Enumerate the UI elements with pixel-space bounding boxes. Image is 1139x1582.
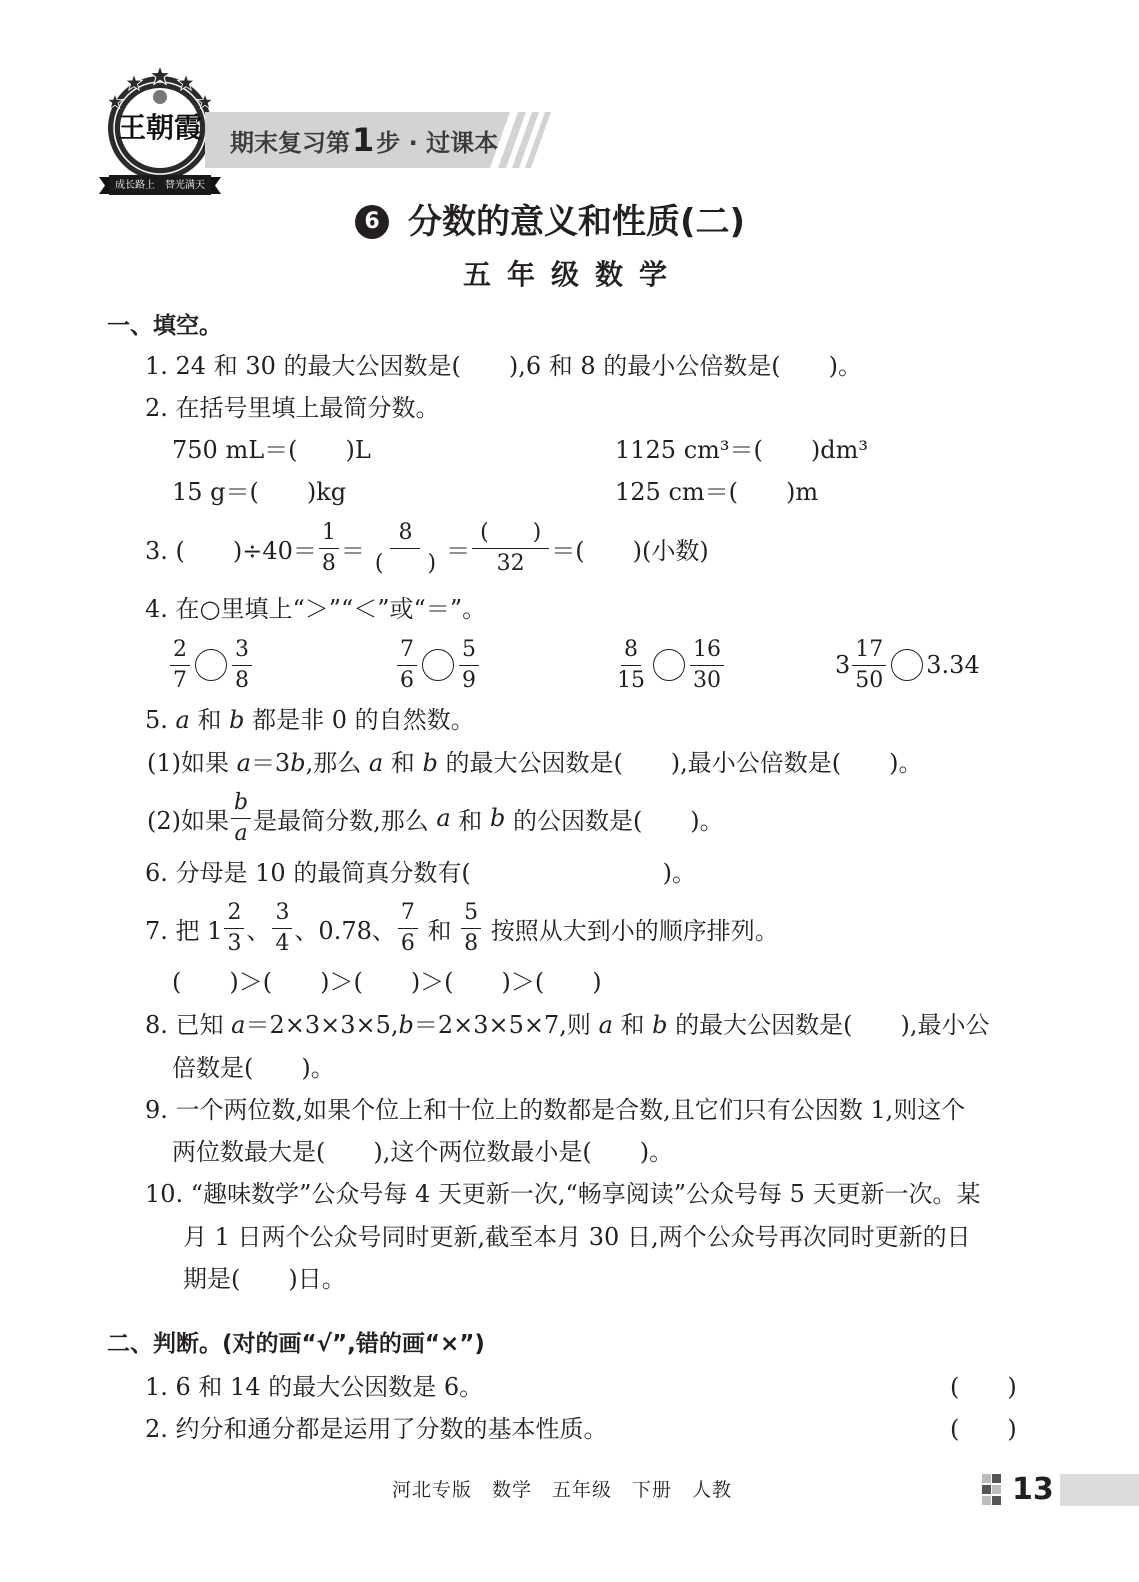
- banner-step-number: 1: [352, 121, 375, 159]
- unit-number-badge: 6: [355, 205, 389, 239]
- question-3: [145, 512, 709, 584]
- comparison-circle: [653, 649, 685, 681]
- question-10-line-2: 月 1 日两个公众号同时更新,截至本月 30 日,两个公众号再次同时更新的日: [183, 1223, 971, 1251]
- right-fraction: [690, 636, 724, 693]
- page-title: 分数的意义和性质(二): [408, 202, 746, 242]
- q3-prefix: 3. ( )÷40＝: [145, 536, 317, 565]
- mixed-number-whole: 3: [835, 651, 851, 679]
- question-4-stem: 4. 在○里填上“＞”“＜”或“＝”。: [145, 595, 487, 623]
- question-2-item-a: 750 mL＝( )L: [172, 436, 371, 464]
- banner-suffix: 步 · 过课本: [376, 129, 499, 157]
- denominator: 9: [462, 667, 476, 693]
- variable-a: a: [175, 706, 190, 734]
- variable-a: a: [368, 749, 384, 777]
- denominator: 7: [173, 667, 187, 693]
- q4-comparison-2: [395, 629, 481, 701]
- text-segment: 按照从大到小的顺序排列。: [483, 916, 779, 945]
- page-number: 13: [1012, 1472, 1054, 1507]
- left-fraction: [397, 636, 417, 693]
- question-7: [145, 892, 779, 964]
- logo-name: 王朝霞: [117, 111, 202, 144]
- variable-a: a: [436, 804, 451, 832]
- denominator: 4: [275, 930, 290, 956]
- question-8-line-1: [145, 1010, 990, 1040]
- numerator: 5: [461, 902, 481, 929]
- equals-sign: ＝: [446, 536, 471, 565]
- variable-b: b: [398, 1011, 414, 1039]
- q3-fraction-3: [472, 519, 549, 576]
- denominator: 6: [400, 930, 415, 956]
- question-2-item-c: 15 g＝( )kg: [172, 478, 347, 506]
- page-subtitle: 五年级数学: [463, 258, 684, 291]
- numerator: 7: [398, 902, 418, 929]
- q3-fraction-1: [319, 519, 339, 576]
- denominator: a: [234, 820, 248, 846]
- denominator: ( ): [374, 550, 437, 576]
- page-number-band: [1060, 1474, 1139, 1506]
- text-segment: 7. 把 1: [145, 916, 223, 945]
- left-fraction: [614, 636, 648, 693]
- text-segment: 和: [189, 706, 230, 734]
- question-1: 1. 24 和 30 的最大公因数是( ),6 和 8 的最小公倍数是( )。: [145, 352, 862, 380]
- numerator: ( ): [472, 522, 549, 549]
- q4-comparison-1: [168, 629, 254, 701]
- question-2-item-b: 1125 cm³＝( )dm³: [615, 436, 868, 464]
- judge-answer-box-2: ( ): [950, 1415, 1017, 1443]
- question-9-line-2: 两位数最大是( ),这个两位数最小是( )。: [172, 1138, 674, 1166]
- variable-b: b: [422, 749, 438, 777]
- text-segment: ,那么: [305, 749, 369, 777]
- q4-comparison-3: [612, 629, 726, 701]
- text-segment: 和: [612, 1011, 653, 1039]
- denominator: 8: [321, 550, 336, 576]
- right-decimal: 3.34: [926, 651, 980, 679]
- text-segment: 8. 已知: [145, 1011, 232, 1039]
- question-10-line-3: 期是( )日。: [183, 1265, 346, 1293]
- text-segment: 的最大公因数是( ),最小公倍数是( )。: [437, 749, 923, 777]
- question-5-part-2: [147, 782, 724, 854]
- numerator: b: [231, 792, 251, 819]
- text-segment: 和: [419, 916, 460, 945]
- numerator: 3: [232, 639, 252, 666]
- q3-fraction-2: [367, 519, 444, 576]
- text-segment: 和: [450, 806, 490, 835]
- numerator: 2: [170, 639, 190, 666]
- banner-label: [230, 121, 499, 159]
- denominator: 3: [227, 930, 242, 956]
- q7-fraction-4: [461, 899, 481, 956]
- judge-question-1: 1. 6 和 14 的最大公因数是 6。: [145, 1373, 484, 1401]
- page-number-decoration: [982, 1474, 1002, 1506]
- q7-fraction-2: [272, 899, 292, 956]
- question-2-stem: 2. 在括号里填上最简分数。: [145, 394, 440, 422]
- banner-prefix: 期末复习第: [230, 129, 350, 157]
- question-5-stem: [145, 705, 475, 735]
- question-7-answer-row: ( )＞( )＞( )＞( )＞( ): [172, 968, 602, 996]
- numerator: 7: [397, 639, 417, 666]
- text-segment: 、: [246, 916, 271, 945]
- denominator: 15: [617, 667, 645, 693]
- denominator: 32: [496, 550, 525, 576]
- question-10-line-1: 10. “趣味数学”公众号每 4 天更新一次,“畅享阅读”公众号每 5 天更新一次。某: [145, 1180, 981, 1208]
- denominator: 8: [464, 930, 479, 956]
- text-segment: 、0.78、: [294, 916, 396, 945]
- text-segment: 都是非 0 的自然数。: [244, 706, 475, 734]
- text-segment: ＝2×3×3×5,: [245, 1011, 399, 1039]
- numerator: 5: [459, 639, 479, 666]
- question-9-line-1: 9. 一个两位数,如果个位上和十位上的数都是合数,且它们只有公因数 1,则这个: [145, 1096, 966, 1124]
- numerator: 1: [319, 522, 339, 549]
- numerator: 3: [272, 902, 292, 929]
- denominator: 6: [400, 667, 414, 693]
- comparison-circle: [422, 649, 454, 681]
- variable-b: b: [652, 1011, 668, 1039]
- numerator: 8: [390, 522, 420, 549]
- left-fraction: [170, 636, 190, 693]
- judge-question-2: 2. 约分和通分都是运用了分数的基本性质。: [145, 1415, 608, 1443]
- text-segment: 是最简分数,那么: [253, 806, 437, 835]
- text-segment: 的最大公因数是( ),最小公: [667, 1011, 990, 1039]
- text-segment: (2)如果: [147, 806, 229, 835]
- variable-b: b: [489, 804, 506, 832]
- denominator: 30: [693, 667, 721, 693]
- question-2-item-d: 125 cm＝( )m: [615, 478, 819, 506]
- text-segment: 的公因数是( )。: [505, 806, 724, 835]
- q7-fraction-3: [398, 899, 418, 956]
- question-6: 6. 分母是 10 的最简真分数有( )。: [145, 859, 697, 887]
- equals-sign: ＝: [340, 536, 365, 565]
- comparison-circle: [195, 649, 227, 681]
- text-segment: ＝3: [250, 749, 291, 777]
- right-fraction: [232, 636, 252, 693]
- variable-a: a: [231, 1011, 246, 1039]
- denominator: 50: [855, 667, 884, 693]
- variable-b: b: [229, 706, 245, 734]
- variable-a: a: [598, 1011, 613, 1039]
- right-fraction: [459, 636, 479, 693]
- variable-a: a: [236, 749, 251, 777]
- question-5-part-1: [147, 748, 923, 778]
- fraction-b-over-a: [231, 789, 251, 846]
- text-segment: 和: [383, 749, 423, 777]
- section-1-heading: 一、填空。: [107, 313, 222, 339]
- question-8-line-2: 倍数是( )。: [172, 1054, 335, 1082]
- numerator: 17: [852, 639, 886, 666]
- q3-suffix: ＝( )(小数): [551, 536, 709, 565]
- text-segment: (1)如果: [147, 749, 237, 777]
- q4-comparison-4: [835, 629, 980, 701]
- comparison-circle: [891, 649, 923, 681]
- footer-edition: 河北专版 数学 五年级 下册 人教: [392, 1479, 733, 1501]
- logo-slogan: 成长路上 替光满天: [115, 180, 205, 191]
- section-2-heading: 二、判断。(对的画“√”,错的画“×”): [107, 1331, 485, 1357]
- text-segment: 5.: [145, 706, 176, 734]
- numerator: 8: [621, 639, 641, 666]
- numerator: 16: [690, 639, 724, 666]
- numerator: 2: [224, 902, 244, 929]
- text-segment: ＝2×3×5×7,则: [413, 1011, 599, 1039]
- mixed-number-fraction: [852, 636, 886, 693]
- variable-b: b: [290, 749, 306, 777]
- chapter-banner: [205, 112, 555, 168]
- judge-answer-box-1: ( ): [950, 1373, 1017, 1401]
- q7-fraction-1: [224, 899, 244, 956]
- denominator: 8: [235, 667, 249, 693]
